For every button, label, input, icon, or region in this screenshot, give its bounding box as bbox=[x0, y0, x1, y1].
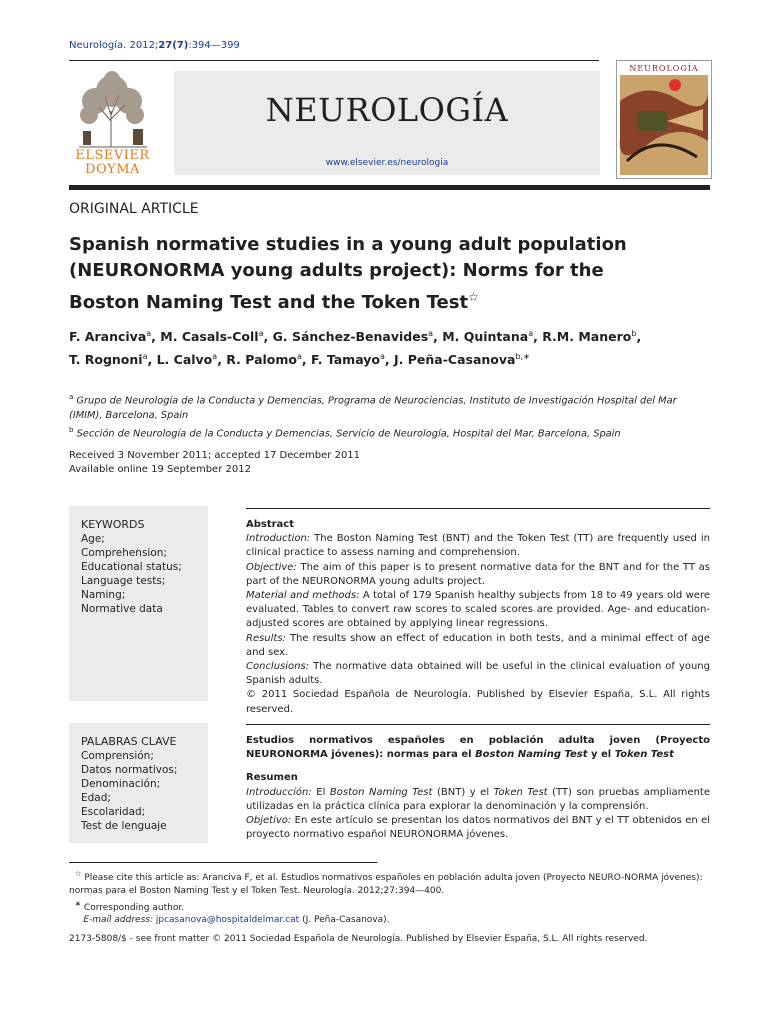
abstract-methods bbox=[246, 589, 710, 632]
article-title bbox=[69, 232, 669, 316]
cover-art-image bbox=[617, 61, 711, 178]
available-date: Available online 19 September 2012 bbox=[69, 464, 251, 475]
abstract-introduction bbox=[246, 532, 710, 560]
abstract-copyright: © 2011 Sociedad Española de Neurología. Published by Elsevier España, S.L. All rights reserved. bbox=[246, 689, 710, 715]
spanish-title bbox=[246, 734, 710, 762]
email-suffix: (J. Peña-Casanova). bbox=[299, 915, 390, 926]
author-name: J. Peña-Casanova bbox=[394, 352, 516, 368]
footnote-mark: ☆ bbox=[74, 869, 82, 878]
author-affiliation-mark[interactable]: a bbox=[297, 352, 302, 362]
author-separator: , bbox=[384, 352, 394, 368]
citation-footnote-text: Please cite this article as: Aranciva F, et al. Estudios normativos españoles en población adulta joven (Proyecto NEURO-NORMA jóvenes): normas para el Boston Naming Test y el Token Test. Neurología. 2012;27:394—400. bbox=[69, 873, 703, 896]
author-affiliation-mark[interactable]: a bbox=[258, 329, 264, 338]
section-label: Introducción: bbox=[246, 786, 312, 798]
author-name: L. Calvo bbox=[156, 352, 213, 368]
author-affiliation-mark[interactable]: a bbox=[142, 352, 148, 362]
author-affiliation-mark[interactable]: a bbox=[212, 352, 218, 362]
journal-citation[interactable] bbox=[69, 40, 240, 51]
article-type-label: ORIGINAL ARTICLE bbox=[69, 201, 199, 217]
abstract-heading: Abstract bbox=[246, 519, 295, 530]
author-separator: , bbox=[217, 352, 227, 368]
resumen-top-rule bbox=[246, 724, 710, 725]
keyword-item: Normative data bbox=[81, 603, 163, 615]
author-name: F. Aranciva bbox=[69, 329, 147, 345]
palabras-clave-list bbox=[81, 749, 208, 833]
spanish-title-part: Estudios normativos españoles en población adulta joven (Proyecto NEURONORMA jóvenes): normas para el bbox=[246, 735, 710, 761]
keyword-item: Test de lenguaje bbox=[81, 820, 167, 832]
publisher-name-line2: DOYMA bbox=[85, 162, 140, 177]
spanish-title-part: y el bbox=[587, 749, 615, 761]
section-label: Results: bbox=[246, 632, 286, 644]
author-separator: , bbox=[636, 329, 642, 345]
spanish-title-part: Boston Naming Test bbox=[475, 749, 588, 761]
section-text: The aim of this paper is to present normative data for the BNT and for the TT as part of the NEURONORMA young adults project. bbox=[246, 561, 710, 587]
abstract-english bbox=[246, 518, 710, 717]
keyword-item: Datos normativos; bbox=[81, 764, 178, 776]
keyword-item: Naming; bbox=[81, 589, 126, 601]
author-name: R.M. Manero bbox=[542, 329, 632, 345]
resumen-objetivo bbox=[246, 814, 710, 842]
abstract-objective bbox=[246, 561, 710, 589]
author-name: F. Tamayo bbox=[311, 352, 380, 368]
citation-footnote bbox=[69, 868, 710, 898]
author-name: G. Sánchez-Benavides bbox=[272, 329, 429, 345]
palabras-clave-box bbox=[69, 723, 208, 843]
journal-url-link[interactable]: www.elsevier.es/neurologia bbox=[325, 158, 449, 168]
journal-cover-thumbnail bbox=[616, 60, 712, 179]
keyword-item: Comprehension; bbox=[81, 547, 167, 559]
author-list bbox=[69, 324, 709, 370]
affiliation-b bbox=[69, 423, 709, 442]
footnote-rule bbox=[69, 862, 377, 863]
corresponding-author-note bbox=[69, 898, 710, 915]
keyword-item: Denominación; bbox=[81, 778, 161, 790]
author-name: R. Palomo bbox=[226, 352, 297, 368]
footnote-mark: ∗ bbox=[74, 898, 82, 908]
section-label: Conclusions: bbox=[246, 661, 310, 673]
palabras-clave-heading: PALABRAS CLAVE bbox=[81, 735, 177, 748]
author-affiliation-mark[interactable]: b,∗ bbox=[515, 352, 530, 362]
elsevier-tree-icon bbox=[69, 71, 156, 149]
keywords-heading: KEYWORDS bbox=[81, 518, 145, 531]
cover-title: NEUROLOGÍA bbox=[629, 64, 699, 73]
section-text: El bbox=[311, 786, 330, 798]
section-label: Introduction: bbox=[246, 533, 311, 545]
author-affiliation-mark[interactable]: b bbox=[631, 329, 637, 338]
resumen-introduccion bbox=[246, 786, 710, 814]
author-separator: , bbox=[533, 329, 543, 345]
keywords-box bbox=[69, 506, 208, 701]
keywords-list bbox=[81, 532, 208, 616]
section-text: A total of 179 Spanish healthy subjects from 18 to 49 years old were evaluated. Tables to convert raw scores to scaled scores are provided. Age- and education-adjusted scores are obtained by applying linear regressions. bbox=[246, 590, 710, 630]
author-separator: , bbox=[151, 329, 161, 345]
author-affiliation-mark[interactable]: a bbox=[379, 352, 385, 362]
abstract-conclusions bbox=[246, 660, 710, 688]
section-label: Objetivo: bbox=[246, 815, 292, 827]
author-separator: , bbox=[147, 352, 157, 368]
keyword-item: Age; bbox=[81, 533, 105, 545]
author-separator: , bbox=[433, 329, 443, 345]
section-text: The Boston Naming Test (BNT) and the Token Test (TT) are frequently used in clinical practice to assess naming and comprehension. bbox=[246, 533, 710, 559]
article-title-text: Spanish normative studies in a young adult population (NEURONORMA young adults project): Norms for the Boston Naming Test and the Token Test bbox=[69, 234, 627, 313]
section-text: (TT) son pruebas ampliamente utilizadas en la práctica clínica para explorar la denominación y la comprensión. bbox=[246, 786, 710, 812]
header-thick-rule bbox=[69, 185, 710, 190]
received-date: Received 3 November 2011; accepted 17 December 2011 bbox=[69, 450, 361, 461]
email-label: E-mail address: bbox=[83, 915, 153, 926]
author-separator: , bbox=[263, 329, 273, 345]
email-line bbox=[69, 914, 710, 927]
affiliation-mark: a bbox=[69, 393, 74, 401]
publisher-name-line1: ELSEVIER bbox=[75, 148, 150, 163]
elsevier-logo bbox=[69, 71, 156, 179]
article-dates bbox=[69, 449, 360, 477]
journal-title: NEUROLOGÍA bbox=[265, 91, 509, 129]
abstract-results bbox=[246, 632, 710, 660]
affiliation-text: Grupo de Neurología de la Conducta y Demencias, Programa de Neurociencias, Instituto de Investigación Hospital del Mar (IMIM), Barcelona, Spain bbox=[69, 395, 677, 421]
author-line-2 bbox=[69, 347, 709, 370]
section-text: (BNT) y el bbox=[432, 786, 494, 798]
section-text: Boston Naming Test bbox=[329, 786, 433, 798]
front-matter-notice: 2173-5808/$ - see front matter © 2011 Sociedad Española de Neurología. Published by Elsevier España, S.L. All rights reserved. bbox=[69, 934, 648, 944]
abstract-top-rule bbox=[246, 508, 710, 509]
section-text: The results show an effect of education in both tests, and a minimal effect of age and sex. bbox=[246, 632, 710, 658]
corresponding-author-text: Corresponding author. bbox=[83, 902, 185, 913]
section-text: Token Test bbox=[493, 786, 548, 798]
author-name: M. Casals-Coll bbox=[160, 329, 259, 345]
author-separator: , bbox=[301, 352, 312, 368]
author-name: T. Rognoni bbox=[69, 352, 143, 368]
affiliation-mark: b bbox=[69, 426, 74, 435]
keyword-item: Language tests; bbox=[81, 575, 166, 587]
section-text: En este artículo se presentan los datos normativos del BNT y el TT obtenidos en el proyecto normativo español NEURONORMA jóvenes. bbox=[246, 815, 710, 841]
affiliations bbox=[69, 390, 709, 442]
email-link[interactable]: jpcasanova@hospitaldelmar.cat bbox=[155, 915, 300, 926]
affiliation-text: Sección de Neurología de la Conducta y Demencias, Servicio de Neurología, Hospital del Mar, Barcelona, Spain bbox=[76, 428, 621, 440]
journal-banner bbox=[174, 71, 600, 175]
author-line-1 bbox=[69, 324, 709, 347]
section-label: Material and methods: bbox=[246, 590, 360, 602]
abstract-spanish bbox=[246, 734, 710, 842]
keyword-item: Educational status; bbox=[81, 561, 182, 573]
keyword-item: Edad; bbox=[81, 792, 111, 804]
author-affiliation-mark[interactable]: a bbox=[146, 329, 152, 338]
keyword-item: Comprensión; bbox=[81, 750, 154, 762]
citation-volume: 27(7) bbox=[158, 40, 189, 51]
header-rule bbox=[69, 60, 599, 61]
affiliation-a bbox=[69, 390, 709, 423]
section-label: Objective: bbox=[246, 561, 297, 573]
author-affiliation-mark[interactable]: a bbox=[528, 329, 534, 338]
title-footnote-mark[interactable]: ☆ bbox=[468, 290, 479, 304]
author-name: M. Quintana bbox=[442, 329, 529, 345]
section-text: The normative data obtained will be useful in the clinical evaluation of young Spanish adults. bbox=[246, 661, 710, 687]
citation-prefix: Neurología. 2012; bbox=[69, 40, 159, 51]
keyword-item: Escolaridad; bbox=[81, 806, 146, 818]
footnotes bbox=[69, 868, 710, 927]
resumen-heading: Resumen bbox=[246, 772, 298, 784]
author-affiliation-mark[interactable]: a bbox=[428, 329, 434, 338]
spanish-title-part: Token Test bbox=[614, 749, 674, 761]
citation-pages: :394—399 bbox=[188, 40, 240, 51]
